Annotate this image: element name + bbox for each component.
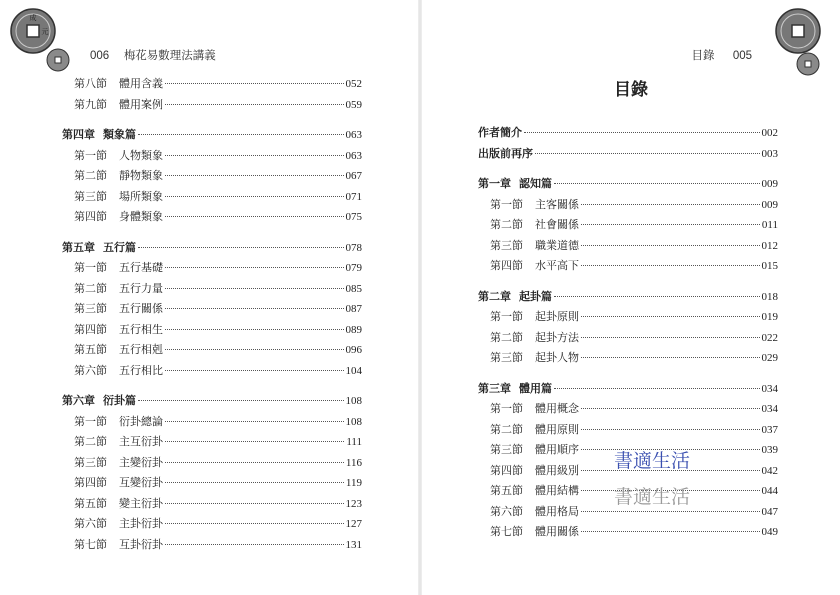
toc-chapter-row xyxy=(478,145,778,166)
toc-section-row xyxy=(62,362,362,383)
toc-page-number: 003 xyxy=(761,147,778,160)
toc-leader-dots xyxy=(165,370,344,371)
toc-gap xyxy=(478,165,778,175)
toc-entry-label xyxy=(62,188,163,204)
toc-entry-title: 體用結構 xyxy=(535,484,579,497)
toc-entry-number: 第四節 xyxy=(74,322,107,336)
toc-entry-number: 第四節 xyxy=(74,476,107,489)
toc-entry-label xyxy=(478,482,579,498)
toc-entry-title: 起卦原則 xyxy=(535,310,579,323)
toc-entry-label xyxy=(478,308,579,324)
toc-page-number: 116 xyxy=(345,456,362,469)
toc-entry-label xyxy=(62,280,163,296)
toc-leader-dots xyxy=(581,204,760,205)
toc-entry-title: 體用順序 xyxy=(535,443,579,456)
left-toc-list xyxy=(62,75,362,556)
toc-entry-number: 第三節 xyxy=(74,302,107,315)
toc-entry-label xyxy=(62,392,136,408)
toc-leader-dots xyxy=(554,296,760,297)
toc-entry-label xyxy=(62,126,136,142)
toc-entry-label xyxy=(478,237,579,253)
toc-entry-title: 體用篇 xyxy=(519,381,552,395)
toc-entry-label xyxy=(478,216,579,232)
toc-entry-number: 第八節 xyxy=(74,77,107,90)
toc-page-number: 034 xyxy=(761,382,778,395)
toc-chapter-row xyxy=(62,392,362,413)
toc-entry-label xyxy=(62,474,163,490)
toc-page-number: 071 xyxy=(345,190,362,203)
toc-entry-label xyxy=(478,523,579,539)
toc-entry-number: 第一節 xyxy=(490,197,523,211)
toc-page-number: 022 xyxy=(761,331,778,344)
toc-entry-title: 體用概念 xyxy=(535,402,579,415)
toc-entry-title: 五行基礎 xyxy=(119,261,163,274)
toc-entry-label xyxy=(62,515,163,531)
toc-entry-label xyxy=(478,441,579,457)
svg-text:元: 元 xyxy=(41,28,49,36)
toc-page-number: 012 xyxy=(761,239,778,252)
toc-entry-number: 第三節 xyxy=(74,189,107,203)
toc-entry-title: 社會關係 xyxy=(535,218,579,231)
toc-page-number: 009 xyxy=(761,198,778,211)
toc-page-number: 063 xyxy=(345,129,362,141)
toc-entry-number: 第九節 xyxy=(74,97,107,111)
toc-gap xyxy=(62,116,362,126)
toc-leader-dots xyxy=(165,482,344,483)
toc-entry-title: 主變衍卦 xyxy=(119,455,163,469)
toc-gap xyxy=(62,229,362,239)
toc-entry-number: 第六節 xyxy=(74,363,107,377)
toc-entry-number: 第二節 xyxy=(74,435,107,448)
toc-entry-label xyxy=(62,259,163,275)
toc-page-number: 075 xyxy=(345,211,362,223)
toc-leader-dots xyxy=(535,153,760,154)
toc-page-number: 039 xyxy=(761,444,778,456)
toc-page-number: 119 xyxy=(345,477,362,489)
toc-leader-dots xyxy=(581,316,760,317)
toc-entry-number: 作者簡介 xyxy=(478,126,522,139)
toc-page-number: 002 xyxy=(761,127,778,139)
toc-leader-dots xyxy=(165,441,344,442)
toc-entry-number: 第一節 xyxy=(490,402,523,415)
toc-entry-number: 第五節 xyxy=(490,484,523,497)
toc-entry-number: 第五章 xyxy=(62,240,95,254)
toc-entry-number: 第一節 xyxy=(490,310,523,323)
toc-section-row xyxy=(62,495,362,516)
toc-leader-dots xyxy=(581,265,760,266)
toc-entry-number: 第二節 xyxy=(490,330,523,344)
toc-entry-label xyxy=(62,413,163,429)
toc-page-number: 127 xyxy=(345,518,362,530)
toc-page-number: 044 xyxy=(761,485,778,497)
toc-entry-label xyxy=(62,208,163,224)
toc-entry-title: 類象篇 xyxy=(103,128,136,141)
toc-entry-number: 第一節 xyxy=(74,148,107,162)
toc-entry-title: 變主衍卦 xyxy=(119,496,163,510)
coin-icon xyxy=(775,8,821,54)
toc-entry-title: 互變衍卦 xyxy=(119,476,163,489)
toc-entry-title: 互卦衍卦 xyxy=(119,537,163,551)
toc-leader-dots xyxy=(165,175,344,176)
small-coin-icon xyxy=(46,48,70,72)
toc-section-row xyxy=(62,413,362,434)
toc-page-number: 037 xyxy=(761,423,778,436)
toc-page-number: 018 xyxy=(761,290,778,303)
toc-entry-title: 職業道德 xyxy=(535,238,579,252)
toc-page-number: 096 xyxy=(345,344,362,356)
toc-entry-label xyxy=(478,257,579,273)
toc-entry-label xyxy=(62,147,163,163)
left-running-title: 梅花易數理法講義 xyxy=(123,48,216,62)
toc-leader-dots xyxy=(165,308,344,309)
toc-chapter-row xyxy=(62,239,362,260)
toc-entry-number: 第四節 xyxy=(490,259,523,272)
toc-page-number: 052 xyxy=(345,78,362,90)
toc-entry-label xyxy=(62,454,163,470)
toc-leader-dots xyxy=(581,408,760,409)
toc-entry-title: 起卦人物 xyxy=(535,351,579,364)
toc-section-row xyxy=(62,188,362,209)
toc-section-row xyxy=(62,321,362,342)
toc-section-row xyxy=(62,167,362,188)
toc-section-row xyxy=(478,216,778,237)
toc-entry-title: 起卦方法 xyxy=(535,330,579,344)
toc-page-number: 078 xyxy=(345,241,362,254)
toc-page-number: 108 xyxy=(345,395,362,407)
toc-leader-dots xyxy=(138,400,344,401)
toc-page-number: 019 xyxy=(761,311,778,323)
toc-section-row xyxy=(62,96,362,117)
toc-section-row xyxy=(62,75,362,96)
toc-leader-dots xyxy=(165,503,344,504)
toc-entry-number: 第一節 xyxy=(74,261,107,274)
toc-entry-number: 第三節 xyxy=(490,351,523,364)
toc-entry-number: 第三節 xyxy=(74,455,107,469)
toc-section-row xyxy=(478,400,778,421)
toc-entry-title: 場所類象 xyxy=(119,189,163,203)
toc-entry-label xyxy=(478,421,579,437)
toc-entry-label xyxy=(62,495,163,511)
toc-leader-dots xyxy=(165,288,344,289)
toc-entry-number: 第一節 xyxy=(74,414,107,428)
toc-entry-number: 出版前再序 xyxy=(478,146,533,160)
toc-entry-title: 體用含義 xyxy=(119,77,163,90)
toc-page-number: 111 xyxy=(346,436,362,448)
toc-entry-number: 第二節 xyxy=(490,422,523,436)
toc-entry-title: 主卦衍卦 xyxy=(119,517,163,530)
toc-section-row xyxy=(478,349,778,370)
toc-entry-label xyxy=(478,380,552,396)
toc-section-row xyxy=(478,257,778,278)
toc-chapter-row xyxy=(478,288,778,309)
toc-page-number: 104 xyxy=(345,364,362,377)
toc-page-number: 049 xyxy=(761,526,778,538)
toc-entry-label xyxy=(62,321,163,337)
toc-entry-title: 主客關係 xyxy=(535,197,579,211)
watermark-blue: 書適生活 xyxy=(614,450,691,472)
toc-entry-label xyxy=(478,329,579,345)
toc-section-row xyxy=(478,421,778,442)
toc-section-row xyxy=(62,280,362,301)
toc-entry-label xyxy=(62,167,163,183)
toc-entry-label xyxy=(62,433,163,449)
toc-gap xyxy=(478,278,778,288)
toc-leader-dots xyxy=(581,511,760,512)
toc-entry-title: 衍卦總論 xyxy=(119,414,163,428)
watermark-gray: 書適生活 xyxy=(614,486,691,508)
toc-entry-title: 體用級別 xyxy=(535,463,579,477)
toc-entry-number: 第二章 xyxy=(478,289,511,303)
toc-entry-number: 第五節 xyxy=(74,343,107,356)
toc-page-number: 123 xyxy=(345,497,362,510)
svg-text:成: 成 xyxy=(29,14,37,22)
toc-entry-title: 五行力量 xyxy=(119,281,163,295)
right-page-number: 005 xyxy=(732,50,752,62)
toc-page-number: 034 xyxy=(761,403,778,415)
toc-section-row xyxy=(62,147,362,168)
toc-entry-number: 第四節 xyxy=(490,463,523,477)
toc-chapter-row xyxy=(62,126,362,147)
toc-leader-dots xyxy=(524,132,760,133)
toc-entry-number: 第二節 xyxy=(490,218,523,231)
toc-page-number: 087 xyxy=(345,303,362,315)
toc-leader-dots xyxy=(581,337,760,338)
toc-leader-dots xyxy=(138,247,344,248)
toc-leader-dots xyxy=(165,83,344,84)
toc-entry-title: 人物類象 xyxy=(119,148,163,162)
toc-entry-title: 五行相比 xyxy=(119,363,163,377)
toc-entry-number: 第五節 xyxy=(74,496,107,510)
toc-entry-title: 主互衍卦 xyxy=(119,435,163,448)
toc-page-number: 011 xyxy=(761,219,778,231)
toc-entry-title: 體用格局 xyxy=(535,504,579,518)
toc-entry-title: 五行篇 xyxy=(103,240,136,254)
toc-entry-number: 第七節 xyxy=(490,525,523,538)
toc-page-number: 085 xyxy=(345,282,362,295)
toc-section-row xyxy=(62,300,362,321)
toc-heading: 目錄 xyxy=(614,80,648,100)
toc-page-number: 059 xyxy=(345,98,362,111)
toc-leader-dots xyxy=(138,134,344,135)
toc-page-number: 063 xyxy=(345,149,362,162)
toc-leader-dots xyxy=(165,196,344,197)
toc-leader-dots xyxy=(581,357,760,358)
toc-entry-label xyxy=(478,400,579,416)
right-page-header xyxy=(692,47,752,63)
toc-leader-dots xyxy=(554,183,760,184)
toc-entry-label xyxy=(62,300,163,316)
toc-page-number: 047 xyxy=(761,505,778,518)
toc-entry-label xyxy=(478,288,552,304)
toc-section-row xyxy=(478,237,778,258)
toc-leader-dots xyxy=(554,388,760,389)
toc-leader-dots xyxy=(165,216,344,217)
toc-entry-label xyxy=(62,239,136,255)
toc-entry-number: 第六節 xyxy=(74,517,107,530)
toc-entry-label xyxy=(478,175,552,191)
left-page-header xyxy=(90,47,216,63)
toc-leader-dots xyxy=(581,245,760,246)
toc-section-row xyxy=(478,196,778,217)
toc-entry-number: 第六節 xyxy=(490,504,523,518)
toc-leader-dots xyxy=(165,267,344,268)
toc-entry-title: 身體類象 xyxy=(119,210,163,223)
toc-entry-number: 第三節 xyxy=(490,238,523,252)
toc-leader-dots xyxy=(165,544,344,545)
toc-page-number: 067 xyxy=(345,170,362,182)
toc-entry-title: 體用關係 xyxy=(535,525,579,538)
toc-gap xyxy=(62,382,362,392)
toc-entry-label xyxy=(62,362,163,378)
toc-entry-label xyxy=(478,503,579,519)
toc-section-row xyxy=(62,341,362,362)
toc-page-number: 009 xyxy=(761,178,778,190)
toc-leader-dots xyxy=(165,349,344,350)
toc-entry-title: 起卦篇 xyxy=(519,289,552,303)
toc-entry-number: 第一章 xyxy=(478,177,511,190)
toc-section-row xyxy=(478,523,778,544)
toc-page-number: 108 xyxy=(345,415,362,428)
toc-entry-number: 第六章 xyxy=(62,394,95,407)
toc-entry-title: 體用案例 xyxy=(119,97,163,111)
toc-section-row xyxy=(62,208,362,229)
toc-leader-dots xyxy=(165,523,344,524)
toc-chapter-row xyxy=(478,380,778,401)
toc-entry-label xyxy=(478,196,579,212)
small-coin-icon xyxy=(796,52,820,76)
toc-section-row xyxy=(62,259,362,280)
toc-page-number: 089 xyxy=(345,323,362,336)
toc-entry-number: 第二節 xyxy=(74,169,107,182)
toc-gap xyxy=(478,370,778,380)
toc-leader-dots xyxy=(165,329,344,330)
toc-section-row xyxy=(62,515,362,536)
toc-leader-dots xyxy=(165,462,344,463)
toc-entry-title: 體用原則 xyxy=(535,422,579,436)
toc-leader-dots xyxy=(165,155,344,156)
toc-page-number: 029 xyxy=(761,352,778,364)
toc-entry-number: 第七節 xyxy=(74,537,107,551)
toc-entry-label xyxy=(478,349,579,365)
toc-section-row xyxy=(62,474,362,495)
toc-chapter-row xyxy=(478,175,778,196)
toc-chapter-row xyxy=(478,124,778,145)
toc-entry-number: 第三節 xyxy=(490,443,523,456)
toc-entry-number: 第三章 xyxy=(478,381,511,395)
toc-section-row xyxy=(478,329,778,350)
toc-leader-dots xyxy=(165,104,344,105)
toc-section-row xyxy=(62,454,362,475)
toc-leader-dots xyxy=(165,421,344,422)
toc-entry-label xyxy=(478,145,533,161)
right-running-title: 目錄 xyxy=(691,48,715,62)
toc-section-row xyxy=(62,536,362,557)
toc-entry-label xyxy=(62,536,163,552)
toc-leader-dots xyxy=(581,531,760,532)
toc-entry-title: 五行相剋 xyxy=(119,343,163,356)
toc-entry-title: 水平高下 xyxy=(535,259,579,272)
toc-entry-label xyxy=(62,341,163,357)
toc-entry-number: 第二節 xyxy=(74,281,107,295)
toc-entry-title: 靜物類象 xyxy=(119,169,163,182)
toc-page-number: 079 xyxy=(345,262,362,274)
toc-page-number: 131 xyxy=(345,538,362,551)
toc-page-number: 015 xyxy=(761,260,778,272)
toc-entry-label xyxy=(62,75,163,91)
toc-entry-title: 衍卦篇 xyxy=(103,394,136,407)
toc-section-row xyxy=(62,433,362,454)
toc-entry-title: 五行關係 xyxy=(119,302,163,315)
toc-leader-dots xyxy=(581,429,760,430)
toc-section-row xyxy=(478,308,778,329)
right-toc-list xyxy=(478,124,778,544)
toc-entry-label xyxy=(478,462,579,478)
left-page-number: 006 xyxy=(90,50,110,62)
toc-page-number: 042 xyxy=(761,464,778,477)
toc-leader-dots xyxy=(581,224,760,225)
toc-entry-label xyxy=(62,96,163,112)
toc-entry-number: 第四節 xyxy=(74,210,107,223)
toc-entry-label xyxy=(478,124,522,140)
toc-entry-title: 認知篇 xyxy=(519,177,552,190)
toc-entry-number: 第四章 xyxy=(62,128,95,141)
toc-entry-title: 五行相生 xyxy=(119,322,163,336)
